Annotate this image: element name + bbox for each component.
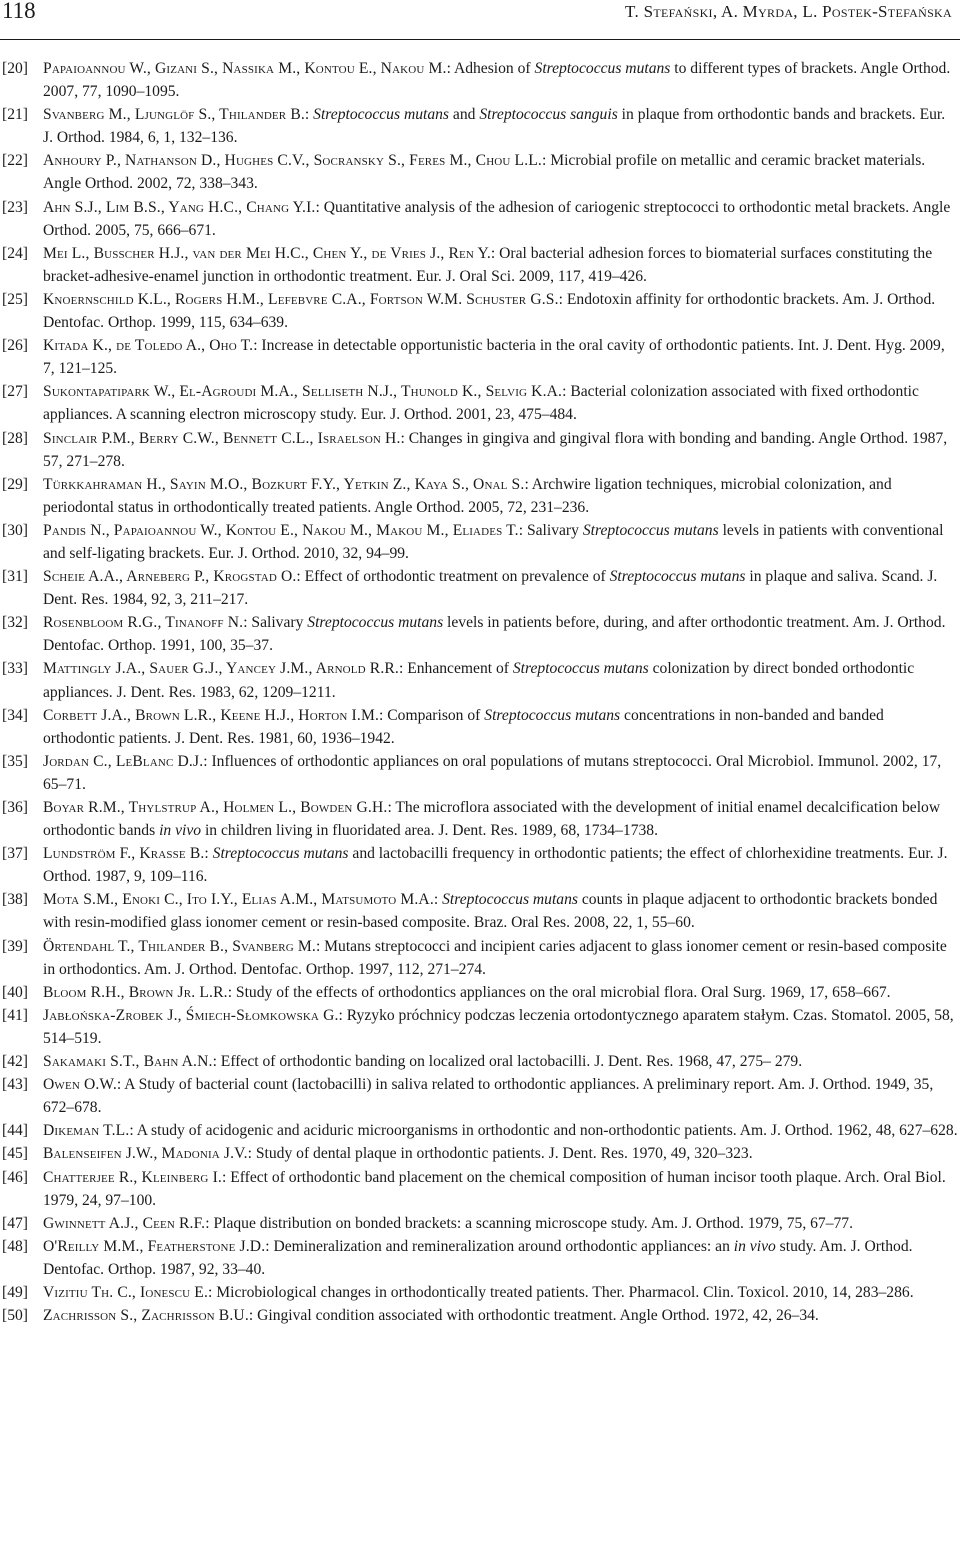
reference-number: [30]: [2, 521, 28, 539]
reference-entry: [2, 1004, 958, 1050]
reference-entry: [2, 1166, 958, 1212]
reference-authors: Corbett J.A., Brown L.R., Keene H.J., Horton I.M.: [43, 706, 380, 724]
reference-number: [34]: [2, 706, 28, 724]
reference-number: [28]: [2, 429, 28, 447]
reference-text: : Gingival condition associated with orthodontic treatment. Angle Orthod. 1972, 42, 26–34.: [248, 1307, 819, 1325]
reference-number: [27]: [2, 383, 28, 401]
reference-text: : Salivary: [518, 521, 583, 539]
reference-authors: Svanberg M., Ljunglöf S., Thilander B.: [43, 106, 305, 124]
reference-number: [44]: [2, 1122, 28, 1140]
reference-text: : Study of the effects of orthodontics appliances on the oral microbial flora. Oral Surg. 1969, 17, 658–667.: [227, 983, 891, 1001]
reference-authors: Rosenbloom R.G., Tinanoff N.: [43, 614, 244, 632]
reference-entry: [2, 1142, 958, 1165]
reference-entry: [2, 196, 958, 242]
reference-number: [40]: [2, 983, 28, 1001]
reference-entry: [2, 611, 958, 657]
reference-authors: Mei L., Busscher H.J., van der Mei H.C., Chen Y., de Vries J., Ren Y.: [43, 244, 491, 262]
reference-authors: O'Reilly M.M., Featherstone J.D.: [43, 1237, 266, 1255]
reference-number: [23]: [2, 198, 28, 216]
reference-text: : A Study of bacterial count (lactobacilli) in saliva related to orthodontic appliances. A preliminary report. Am. J. Orthod. 1949, 35, 672–678.: [43, 1076, 934, 1117]
reference-italic-text: Streptococcus mutans: [534, 60, 671, 77]
reference-italic-text: Streptococcus mutans: [212, 845, 349, 863]
reference-text: levels in patients before, during, and after orthodontic treatment. Am. J. Orthod. Dentofac. Orthop. 1991, 100, 35–37.: [43, 614, 946, 655]
reference-text: :: [304, 106, 314, 124]
reference-authors: Dikeman T.L.: [43, 1122, 130, 1140]
reference-entry: [2, 704, 958, 750]
reference-text: in children living in fluoridated area. J. Dent. Res. 1989, 68, 1734–1738.: [201, 822, 658, 840]
reference-entry: [2, 1073, 958, 1119]
reference-text: : Endotoxin affinity for orthodontic brackets. Am. J. Orthod. Dentofac. Orthop. 1999, 115, 634–639.: [43, 290, 936, 332]
reference-authors: Jordan C., LeBlanc D.J.: [43, 752, 204, 770]
reference-text: : Changes in gingiva and gingival flora with bonding and banding. Angle Orthod. 1987, 57, 271–278.: [43, 429, 948, 470]
reference-authors: Sinclair P.M., Berry C.W., Bennett C.L., Israelson H.: [43, 429, 401, 447]
reference-text: : Adhesion of: [446, 60, 535, 77]
reference-entry: [2, 981, 958, 1004]
reference-authors: Bloom R.H., Brown Jr. L.R.: [43, 983, 228, 1001]
reference-entry: [2, 380, 958, 426]
reference-text: : Enhancement of: [398, 660, 513, 678]
reference-italic-text: Streptococcus mutans: [442, 891, 578, 909]
reference-authors: Türkkahraman H., Sayin M.O., Bozkurt F.Y., Yetkin Z., Kaya S., Onal S.: [43, 475, 525, 493]
reference-authors: Boyar R.M., Thylstrup A., Holmen L., Bowden G.H.: [43, 799, 388, 816]
reference-list: [2, 57, 958, 1327]
reference-authors: Pandis N., Papaioannou W., Kontou E., Nakou M., Makou M., Eliades T.: [43, 521, 519, 539]
reference-text: : Effect of orthodontic banding on localized oral lactobacilli. J. Dent. Res. 1968, 47, 275– 279.: [212, 1053, 803, 1071]
reference-text: : Increase in detectable opportunistic bacteria in the oral cavity of orthodontic patients. Int. J. Dent. Hyg. 2009, 7, 121–125.: [43, 337, 945, 378]
reference-entry: [2, 1212, 958, 1235]
reference-entry: [2, 1235, 958, 1281]
reference-number: [26]: [2, 337, 28, 355]
reference-entry: [2, 242, 958, 288]
reference-italic-text: Streptococcus mutans: [582, 521, 719, 539]
reference-text: :: [433, 891, 443, 909]
reference-text: : Oral bacterial adhesion forces to biomaterial surfaces constituting the bracket-adhesive-enamel junction in orthodontic treatment. Eur. J. Oral Sci. 2009, 117, 419–426.: [43, 244, 933, 285]
reference-number: [41]: [2, 1006, 28, 1024]
reference-authors: Lundström F., Krasse B.: [43, 845, 205, 863]
reference-entry: [2, 103, 958, 149]
reference-number: [42]: [2, 1053, 28, 1071]
reference-text: : Bacterial colonization associated with fixed orthodontic appliances. A scanning electron microscopy study. Eur. J. Orthod. 2001, 23, 475–484.: [43, 383, 919, 424]
reference-text: : Microbiological changes in orthodontically treated patients. Ther. Pharmacol. Clin. Toxicol. 2010, 14, 283–286.: [208, 1283, 914, 1301]
reference-entry: [2, 519, 958, 565]
reference-number: [25]: [2, 290, 28, 308]
reference-text: : Microbial profile on metallic and ceramic bracket materials. Angle Orthod. 2002, 72, 338–343.: [43, 152, 926, 193]
reference-italic-text: in vivo: [159, 822, 202, 840]
reference-authors: Papaioannou W., Gizani S., Nassika M., Kontou E., Nakou M.: [43, 60, 447, 77]
reference-entry: [2, 1119, 958, 1142]
reference-italic-text: Streptococcus sanguis: [479, 106, 618, 124]
reference-authors: Örtendahl T., Thilander B., Svanberg M.: [43, 937, 316, 955]
reference-number: [50]: [2, 1307, 28, 1325]
reference-entry: [2, 1281, 958, 1304]
reference-number: [36]: [2, 799, 28, 816]
reference-number: [31]: [2, 568, 28, 586]
reference-text: levels in patients with conventional and self-ligating brackets. Eur. J. Orthod. 2010, 32, 94–99.: [43, 521, 944, 562]
reference-number: [37]: [2, 845, 28, 863]
reference-text: : Study of dental plaque in orthodontic patients. J. Dent. Res. 1970, 49, 320–323.: [247, 1145, 753, 1163]
reference-text: : Influences of orthodontic appliances on oral populations of mutans streptococci. Oral Microbiol. Immunol. 2002, 17, 65–71.: [43, 752, 942, 793]
reference-number: [33]: [2, 660, 28, 678]
reference-number: [32]: [2, 614, 28, 632]
reference-authors: Anhoury P., Nathanson D., Hughes C.V., Socransky S., Feres M., Chou L.L.: [43, 152, 542, 170]
header-rule: [0, 39, 960, 40]
reference-text: in plaque and saliva. Scand. J. Dent. Res. 1984, 92, 3, 211–217.: [43, 568, 938, 609]
reference-number: [24]: [2, 244, 28, 262]
reference-authors: Knoernschild K.L., Rogers H.M., Lefebvre C.A., Fortson W.M. Schuster G.S.: [43, 290, 559, 308]
reference-text: and lactobacilli frequency in orthodontic patients; the effect of chlorhexidine treatments. Eur. J. Orthod. 1987, 9, 109–116.: [43, 845, 948, 886]
reference-entry: [2, 1050, 958, 1073]
reference-authors: Ahn S.J., Lim B.S., Yang H.C., Chang Y.I.: [43, 198, 316, 216]
page-number: 118: [2, 0, 36, 23]
reference-italic-text: Streptococcus mutans: [484, 706, 621, 724]
reference-entry: [2, 57, 958, 103]
reference-italic-text: in vivo: [733, 1237, 776, 1255]
reference-entry: [2, 149, 958, 195]
reference-entry: [2, 288, 958, 334]
reference-number: [21]: [2, 106, 28, 124]
reference-text: : Demineralization and remineralization around orthodontic appliances: an: [265, 1237, 734, 1255]
reference-text: to different types of brackets. Angle Orthod. 2007, 77, 1090–1095.: [43, 60, 951, 101]
reference-text: :: [204, 845, 213, 863]
reference-text: in plaque from orthodontic bands and brackets. Eur. J. Orthod. 1984, 6, 1, 132–136.: [43, 106, 946, 147]
reference-number: [48]: [2, 1237, 28, 1255]
reference-text: : Archwire ligation techniques, microbial colonization, and periodontal status in orthodontically treated patients. Angle Orthod. 2005, 72, 231–236.: [43, 475, 892, 516]
reference-italic-text: Streptococcus mutans: [512, 660, 649, 678]
reference-text: : Effect of orthodontic treatment on prevalence of: [296, 568, 610, 586]
page-header: [0, 0, 960, 38]
reference-text: counts in plaque adjacent to orthodontic brackets bonded with resin-modified glass ionomer cement or resin-based composite. Braz. Oral Res. 2008, 22, 1, 55–60.: [43, 891, 938, 932]
reference-authors: Balenseifen J.W., Madonia J.V.: [43, 1145, 248, 1163]
reference-number: [38]: [2, 891, 28, 909]
reference-authors: Mota S.M., Enoki C., Ito I.Y., Elias A.M., Matsumoto M.A.: [43, 891, 434, 909]
reference-number: [46]: [2, 1168, 28, 1186]
reference-text: : Quantitative analysis of the adhesion of cariogenic streptococci to orthodontic metal brackets. Angle Orthod. 2005, 75, 666–671.: [43, 198, 951, 239]
reference-authors: Zachrisson S., Zachrisson B.U.: [43, 1307, 249, 1325]
reference-number: [45]: [2, 1145, 28, 1163]
reference-text: concentrations in non-banded and banded orthodontic patients. J. Dent. Res. 1981, 60, 1936–1942.: [43, 706, 884, 747]
reference-text: : The microflora associated with the development of initial enamel decalcification below orthodontic bands: [43, 799, 941, 840]
reference-text: : Mutans streptococci and incipient caries adjacent to glass ionomer cement or resin-based composite in orthodontics. Am. J. Orthod. Dentofac. Orthop. 1997, 112, 271–274.: [43, 937, 947, 978]
reference-number: [49]: [2, 1283, 28, 1301]
reference-authors: Gwinnett A.J., Ceen R.F.: [43, 1214, 206, 1232]
reference-italic-text: Streptococcus mutans: [609, 568, 746, 586]
reference-text: : Effect of orthodontic band placement on the chemical composition of human incisor tooth plaque. Arch. Oral Biol. 1979, 24, 97–100.: [43, 1168, 946, 1209]
reference-entry: [2, 1304, 958, 1327]
reference-text: : Ryzyko próchnicy podczas leczenia ortodontycznego aparatem stałym. Czas. Stomatol. 2005, 58, 514–519.: [43, 1006, 954, 1047]
reference-text: colonization by direct bonded orthodontic appliances. J. Dent. Res. 1983, 62, 1209–1211.: [43, 660, 915, 701]
reference-italic-text: Streptococcus mutans: [307, 614, 444, 632]
reference-authors: Sukontapatipark W., El-Agroudi M.A., Selliseth N.J., Thunold K., Selvig K.A.: [43, 383, 563, 401]
reference-text: and: [449, 106, 480, 124]
reference-entry: [2, 657, 958, 703]
reference-authors: Kitada K., de Toledo A., Oho T.: [43, 337, 254, 355]
running-head: T. Stefański, A. Myrda, L. Postek-Stefańska: [625, 2, 952, 21]
reference-authors: Vizitiu Th. C., Ionescu E.: [43, 1283, 209, 1301]
reference-authors: Chatterjee R., Kleinberg I.: [43, 1168, 222, 1186]
reference-authors: Jabłońska-Zrobek J., Śmiech-Słomkowska G.: [43, 1006, 339, 1024]
reference-entry: [2, 888, 958, 934]
reference-entry: [2, 842, 958, 888]
reference-entry: [2, 935, 958, 981]
reference-authors: Mattingly J.A., Sauer G.J., Yancey J.M., Arnold R.R.: [43, 660, 399, 678]
reference-italic-text: Streptococcus mutans: [313, 106, 449, 124]
reference-number: [43]: [2, 1076, 28, 1094]
reference-authors: Owen O.W.: [43, 1076, 117, 1094]
reference-entry: [2, 473, 958, 519]
reference-number: [39]: [2, 937, 28, 955]
reference-text: : Comparison of: [379, 706, 485, 724]
reference-entry: [2, 427, 958, 473]
reference-text: study. Am. J. Orthod. Dentofac. Orthop. 1987, 92, 33–40.: [43, 1237, 913, 1278]
reference-entry: [2, 796, 958, 842]
reference-text: : Plaque distribution on bonded brackets: a scanning microscope study. Am. J. Orthod. 1979, 75, 67–77.: [205, 1214, 853, 1232]
reference-number: [29]: [2, 475, 28, 493]
reference-entry: [2, 565, 958, 611]
reference-authors: Scheie A.A., Arneberg P., Krogstad O.: [43, 568, 297, 586]
reference-entry: [2, 750, 958, 796]
reference-number: [20]: [2, 60, 28, 77]
reference-entry: [2, 334, 958, 380]
reference-text: : A study of acidogenic and aciduric microorganisms in orthodontic and non-orthodontic patients. Am. J. Orthod. 1962, 48, 627–628.: [129, 1122, 958, 1140]
reference-authors: Sakamaki S.T., Bahn A.N.: [43, 1053, 213, 1071]
reference-number: [22]: [2, 152, 28, 170]
reference-number: [47]: [2, 1214, 28, 1232]
reference-text: : Salivary: [243, 614, 308, 632]
reference-number: [35]: [2, 752, 28, 770]
